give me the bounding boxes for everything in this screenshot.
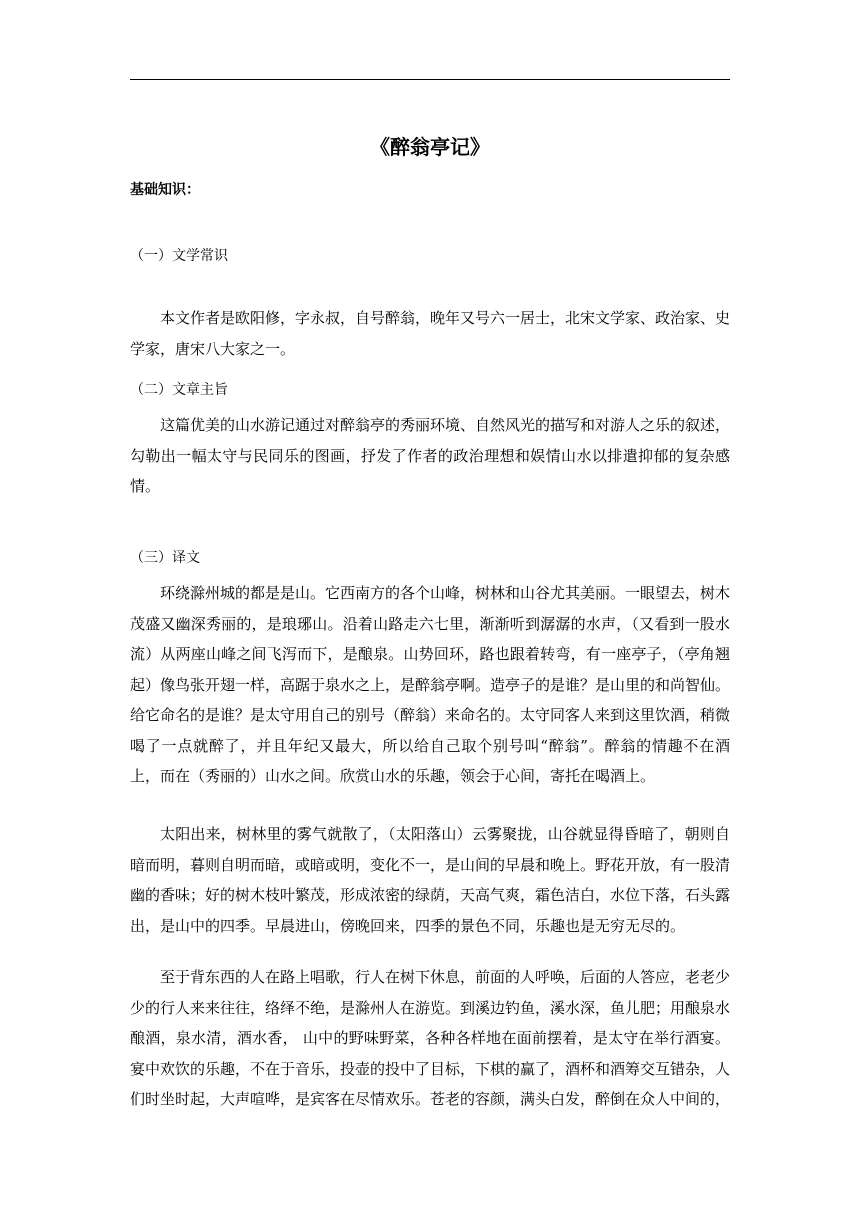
paragraph-literature: 本文作者是欧阳修，字永叔，自号醉翁，晚年又号六一居士，北宋文学家、政治家、史学家，唐宋八大家之一。 — [130, 309, 731, 358]
basics-label: 基础知识： — [130, 182, 200, 198]
header-rule — [130, 79, 730, 80]
document-title: 《醉翁亭记》 — [370, 135, 490, 159]
section-heading-literature: （一）文学常识 — [130, 248, 228, 264]
paragraph-translation-3: 至于背东西的人在路上唱歌，行人在树下休息，前面的人呼唤，后面的人答应，老老少少的行人来来往往，络绎不绝，是滁州人在游览。到溪边钓鱼，溪水深，鱼儿肥；用酿泉水酿酒，泉水清，酒水香， 山中的野味野菜，各种各样地在面前摆着，是太守在举行酒宴。宴中欢饮的乐趣，不在于音乐，投壶的投中了目标，下棋的赢了，酒杯和酒筹交互错杂，人们时坐时起，大声喧哗，是宾客在尽情欢乐。苍老的容颜，满头白发，醉倒在众人中间的， — [130, 968, 731, 1108]
section-heading-theme: （二）文章主旨 — [130, 382, 228, 398]
paragraph-translation-2: 太阳出来，树林里的雾气就散了，（太阳落山）云雾聚拢，山谷就显得昏暗了，朝则自暗而明，暮则自明而暗，或暗或明，变化不一，是山间的早晨和晚上。野花开放，有一股清幽的香味；好的树木枝叶繁茂，形成浓密的绿荫，天高气爽，霜色洁白，水位下落，石头露出，是山中的四季。早晨进山，傍晚回来，四季的景色不同，乐趣也是无穷无尽的。 — [130, 825, 731, 935]
paragraph-theme: 这篇优美的山水游记通过对醉翁亭的秀丽环境、自然风光的描写和对游人之乐的叙述，勾勒出一幅太守与民同乐的图画，抒发了作者的政治理想和娱情山水以排遣抑郁的复杂感情。 — [130, 416, 731, 495]
paragraph-translation-1: 环绕滁州城的都是是山。它西南方的各个山峰，树林和山谷尤其美丽。一眼望去，树木茂盛又幽深秀丽的，是琅琊山。沿着山路走六七里，渐渐听到潺潺的水声，（又看到一股水流）从两座山峰之间飞泻而下，是酿泉。山势回环，路也跟着转弯，有一座亭子，（亭角翘起）像鸟张开翅一样，高踞于泉水之上，是醉翁亭啊。造亭子的是谁？是山里的和尚智仙。给它命名的是谁？是太守用自己的别号（醉翁）来命名的。太守同客人来到这里饮酒，稍微喝了一点就醉了，并且年纪又最大，所以给自己取个别号叫“醉翁”。醉翁的情趣不在酒上，而在（秀丽的）山水之间。欣赏山水的乐趣，领会于心间，寄托在喝酒上。 — [130, 584, 731, 785]
section-heading-translation: （三）译文 — [130, 550, 200, 566]
